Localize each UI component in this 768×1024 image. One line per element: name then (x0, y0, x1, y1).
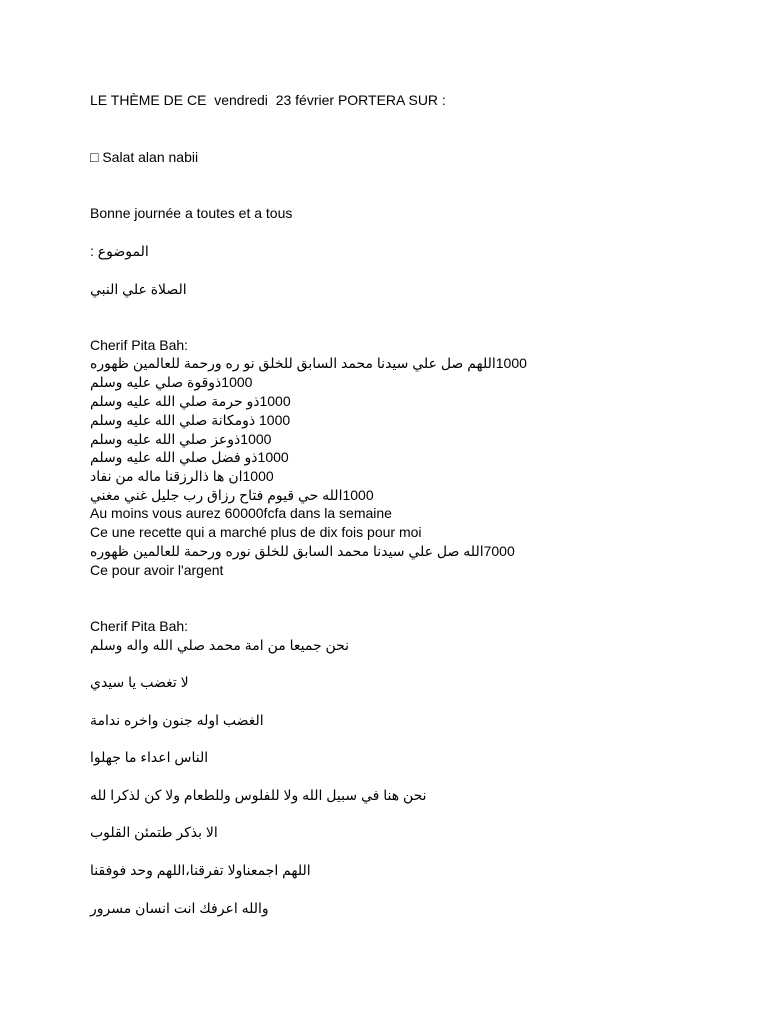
message-line: 1000ان ها ذالرزقنا ماله من نفاد (90, 468, 274, 484)
message-author: Cherif Pita Bah: (90, 337, 189, 353)
message-line: نحن هنا في سبيل الله ولا للفلوس وللطعام ولا كن لذكرا لله (90, 787, 427, 803)
message-line: 1000 ذومكانة صلي الله عليه وسلم (90, 412, 291, 428)
message-line: 1000الله حي قيوم فتاح رزاق رب جليل غني مغني (90, 487, 374, 503)
message-author: Cherif Pita Bah: (90, 618, 189, 634)
bullet-item: □ Salat alan nabii (90, 149, 199, 165)
theme-heading: LE THÈME DE CE vendredi 23 février PORTERA SUR : (90, 92, 446, 108)
message-line: 7000الله صل علي سيدنا محمد السابق للخلق نوره ورحمة للعالمين ظهوره (90, 543, 515, 559)
message-line: Au moins vous aurez 60000fcfa dans la semaine (90, 505, 392, 521)
message-line: والله اعرفك انت انسان مسرور (90, 900, 269, 916)
message-line: 1000ذوقوة صلي عليه وسلم (90, 374, 253, 390)
greeting-text: Bonne journée a toutes et a tous (90, 205, 293, 221)
message-line: 1000ذو فضل صلي الله عليه وسلم (90, 449, 289, 465)
message-line: الا بذكر طتمئن القلوب (90, 824, 218, 840)
message-line: 1000اللهم صل علي سيدنا محمد السابق للخلق نو ره ورحمة للعالمين ظهوره (90, 355, 527, 371)
message-line: الناس اعداء ما جهلوا (90, 749, 209, 765)
message-line: 1000ذو حرمة صلي الله عليه وسلم (90, 393, 291, 409)
subject-text: الصلاة علي النبي (90, 281, 187, 297)
message-line: نحن جميعا من امة محمد صلي الله واله وسلم (90, 637, 350, 653)
message-line: اللهم اجمعناولا تفرقنا،اللهم وحد فوفقنا (90, 862, 311, 878)
subject-label: الموضوع : (90, 243, 149, 259)
message-line: Ce pour avoir l'argent (90, 562, 224, 578)
message-line: الغضب اوله جنون واخره ندامة (90, 712, 264, 728)
message-line: لا تغضب يا سيدي (90, 674, 189, 690)
message-line: Ce une recette qui a marché plus de dix fois pour moi (90, 524, 422, 540)
message-line: 1000ذوعز صلي الله عليه وسلم (90, 431, 272, 447)
